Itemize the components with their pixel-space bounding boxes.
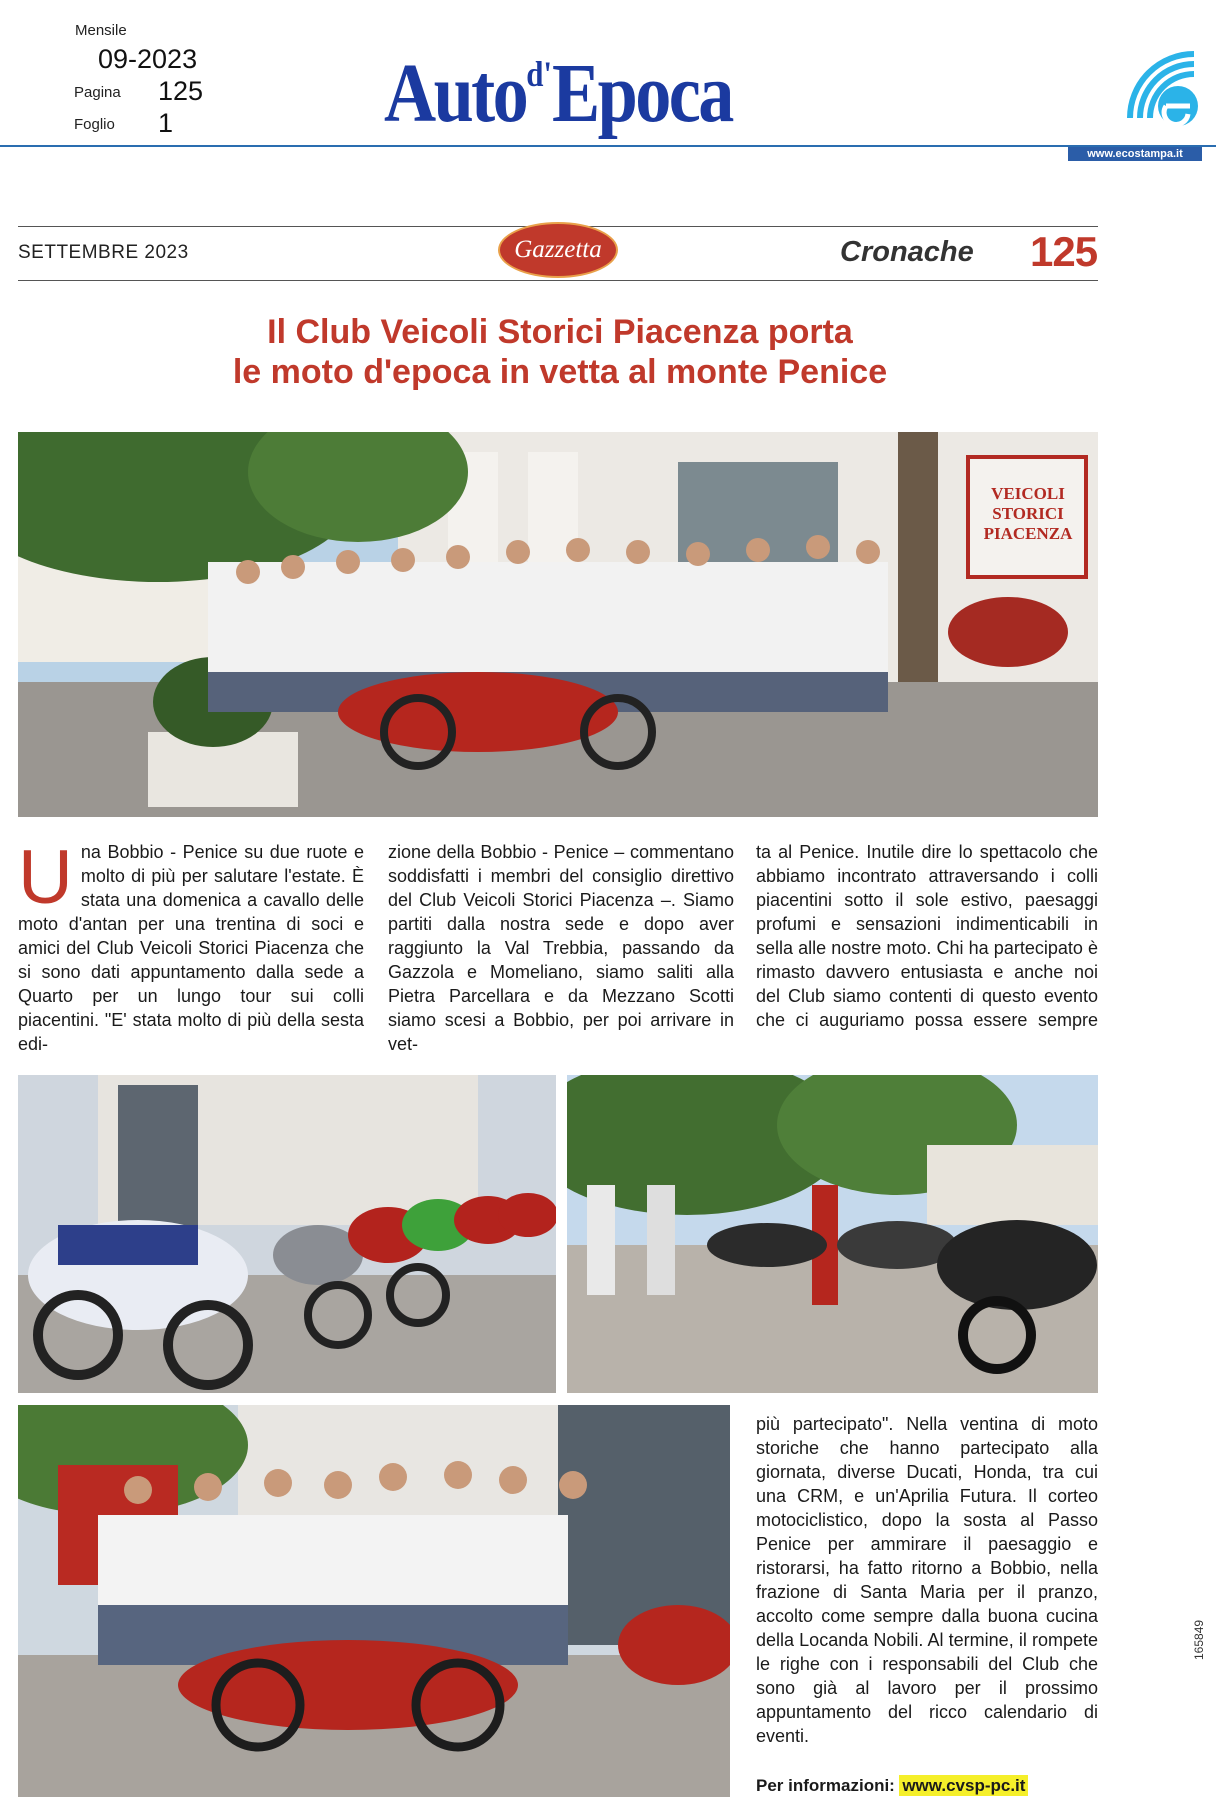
headline-line-1: Il Club Veicoli Storici Piacenza porta	[267, 313, 853, 351]
parking-photo	[567, 1075, 1098, 1393]
board-members-photo	[18, 1405, 730, 1797]
article-column-4: più partecipato". Nella ventina di moto storiche che hanno partecipato alla giornata, diverse Ducati, Honda, tra cui una CRM, e un'Aprilia Futura. Il corteo motociclistico, dopo la sosta al Passo Penice per ammirare il paesaggio e ristorarsi, ha fatto ritorno a Bobbio, nella frazione di Santa Maria per il pranzo, accolto come sempre dalla buona cucina della Locanda Nobili. Al termine, il rompete le righe con i responsabili del Club che sono già al lavoro per il prossimo appuntamento del ricco calendario di eventi.	[756, 1414, 1098, 1746]
masthead-sup: d'	[526, 54, 553, 94]
club-sign-line-2: STORICI	[992, 504, 1064, 523]
info-link[interactable]: www.cvsp-pc.it	[899, 1775, 1028, 1796]
gazzetta-badge	[498, 222, 618, 278]
sheet-value: 1	[158, 108, 174, 138]
info-line	[756, 1776, 1028, 1796]
page-value: 125	[158, 76, 204, 106]
article-column-1	[18, 835, 364, 1056]
club-sign	[976, 484, 1080, 544]
masthead-logo	[384, 47, 732, 140]
page-number: 125	[1030, 228, 1098, 275]
article-column-3: ta al Penice. Inutile dire lo spettacolo che abbiamo incontrato attraversando i colli piacentini sotto il sole estivo, paesaggi profumi e sensazioni indimenticabili in sella alle nostre moto. Chi ha partecipato è rimasto davvero entusiasta e anche noi del Club siamo contenti di questo evento che ci auguriamo possa essere sempre	[756, 842, 1098, 1030]
masthead-tail: Epoca	[552, 47, 732, 140]
headline-line-2: le moto d'epoca in vetta al monte Penice	[232, 353, 888, 391]
gazzetta-label: Gazzetta	[514, 236, 602, 263]
club-sign-line-1: VEICOLI	[991, 484, 1065, 503]
issue-date: SETTEMBRE 2023	[18, 242, 189, 263]
masthead-main: Auto	[384, 47, 527, 140]
ecostampa-link[interactable]: www.ecostampa.it	[1068, 147, 1202, 161]
sheet-label: Foglio	[74, 116, 115, 133]
info-label: Per informazioni:	[756, 1776, 895, 1795]
dropcap: U	[18, 835, 73, 920]
clipping-date: 09-2023	[98, 44, 198, 74]
motorcycles-photo	[18, 1075, 556, 1393]
header-rule	[0, 145, 1216, 147]
frequency-label: Mensile	[75, 22, 127, 39]
ecostampa-wave-icon	[1124, 48, 1204, 130]
page-label: Pagina	[74, 84, 121, 101]
group-photo	[18, 432, 1098, 817]
page-header-bottom-rule	[18, 280, 1098, 281]
section-title: Cronache	[840, 236, 974, 268]
club-sign-line-3: PIACENZA	[983, 524, 1073, 543]
side-code: 165849	[1192, 1619, 1206, 1660]
column-1-text: na Bobbio - Penice su due ruote e molto di più per salutare l'estate. È stata una domenica a cavallo delle moto d'antan per una trentina di soci e amici del Club Veicoli Storici Piacenza che si sono dati appuntamento dalla sede a Quarto per un lungo tour sui colli piacentini. "E' stata molto di più della sesta edi-	[18, 842, 364, 1054]
article-column-2: zione della Bobbio - Penice – commentano soddisfatti i membri del consiglio direttivo del Club Veicoli Storici Piacenza –. Siamo partiti dalla nostra sede e dopo aver raggiunto la Val Trebbia, passando da Gazzola e Momeliano, siamo saliti alla Pietra Parcellara e da Mezzano Scotti siamo scesi a Bobbio, per poi arrivare in vet-	[388, 842, 734, 1054]
